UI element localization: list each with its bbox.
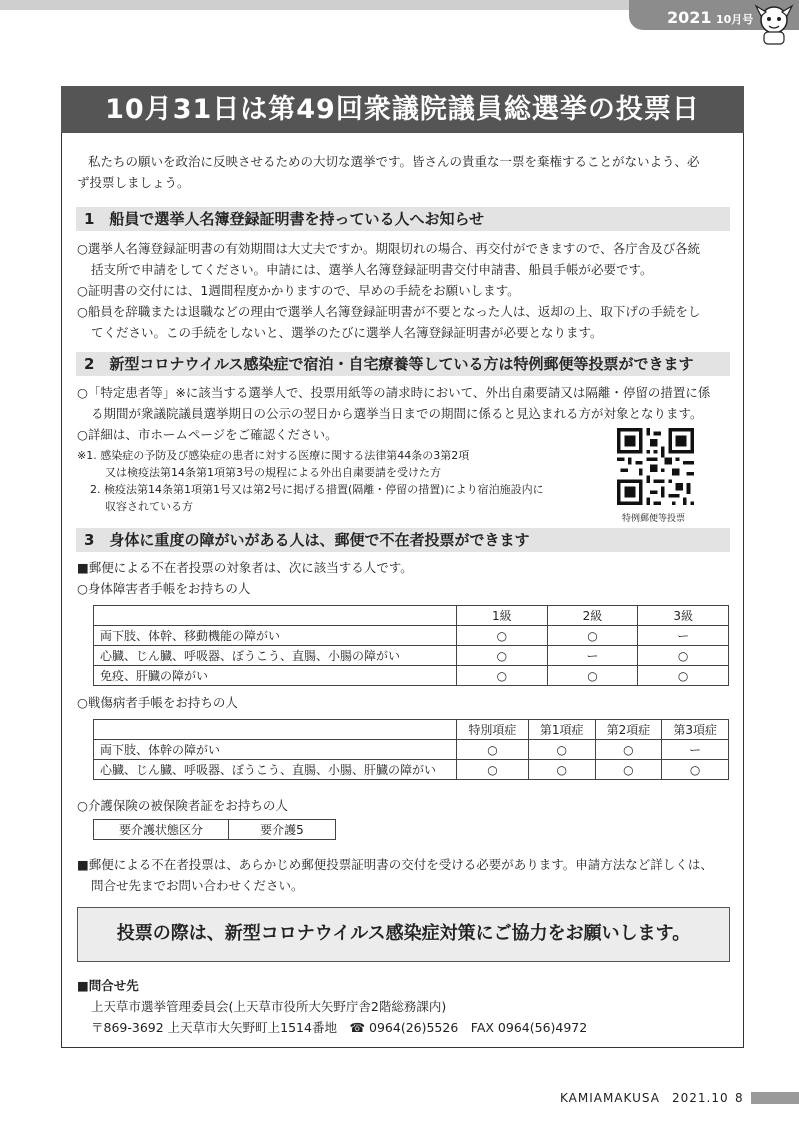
table-cell: ○ bbox=[595, 740, 662, 760]
header-cell bbox=[94, 720, 457, 740]
section1-heading: 1 船員で選挙人名簿登録証明書を持っている人へお知らせ bbox=[76, 207, 730, 231]
table-header-row bbox=[94, 606, 729, 626]
physical-label: ○身体障害者手帳をお持ちの人 bbox=[77, 581, 251, 596]
issue-year: 2021 bbox=[667, 8, 712, 27]
table-cell: ○ bbox=[457, 740, 529, 760]
table-cell: ○ bbox=[457, 666, 548, 686]
table-cell: 要介護状態区分 bbox=[94, 820, 229, 840]
table-cell: ○ bbox=[457, 760, 529, 780]
war-label: ○戦傷病者手帳をお持ちの人 bbox=[77, 695, 238, 710]
row-label: 両下肢、体幹の障がい bbox=[94, 740, 457, 760]
header-bar bbox=[0, 0, 799, 40]
table-cell: ○ bbox=[638, 666, 729, 686]
table-row bbox=[94, 626, 729, 646]
table-cell: ○ bbox=[547, 626, 638, 646]
table-cell: ○ bbox=[457, 646, 548, 666]
mascot-icon bbox=[752, 2, 796, 46]
header-cell: 第1項症 bbox=[528, 720, 595, 740]
page-number: 8 bbox=[735, 1091, 744, 1105]
header-cell: 3級 bbox=[638, 606, 729, 626]
section3-note-line: 問合せ先までお問い合わせください。 bbox=[91, 878, 304, 893]
table-cell: ○ bbox=[662, 760, 729, 780]
header-cell: 第2項症 bbox=[595, 720, 662, 740]
care-table bbox=[93, 819, 336, 840]
section1-line: てください。この手続をしないと、選挙のたびに選挙人名簿登録証明書が必要となります。 bbox=[91, 325, 603, 340]
row-label: 免疫、肝臓の障がい bbox=[94, 666, 457, 686]
footer-publication: KAMIAMAKUSA bbox=[560, 1091, 660, 1105]
header-cell: 第3項症 bbox=[662, 720, 729, 740]
table-row bbox=[94, 740, 729, 760]
table-row bbox=[94, 646, 729, 666]
table-row bbox=[94, 666, 729, 686]
header-cell: 1級 bbox=[457, 606, 548, 626]
header-cell: 2級 bbox=[547, 606, 638, 626]
table-row bbox=[94, 760, 729, 780]
row-label: 両下肢、体幹、移動機能の障がい bbox=[94, 626, 457, 646]
row-label: 心臓、じん臓、呼吸器、ぼうこう、直腸、小腸、肝臓の障がい bbox=[94, 760, 457, 780]
section2-line: る期間が衆議院議員選挙期日の公示の翌日から選挙当日までの期間に係ると見込まれる方が対象となります。 bbox=[91, 406, 703, 421]
section3-lead: ■郵便による不在者投票の対象者は、次に該当する人です。 bbox=[77, 560, 413, 575]
section2-line: ○詳細は、市ホームページをご確認ください。 bbox=[77, 427, 338, 442]
section2-note: ※1. 感染症の予防及び感染症の患者に対する医療に関する法律第44条の3第2項 bbox=[77, 449, 470, 462]
care-label: ○介護保険の被保険者証をお持ちの人 bbox=[77, 798, 288, 813]
table-cell: ○ bbox=[638, 646, 729, 666]
intro-line-1: 私たちの願いを政治に反映させるための大切な選挙です。皆さんの貴重な一票を棄権することがないよう、必 bbox=[88, 154, 700, 169]
section2-note: 収容されている方 bbox=[105, 500, 193, 513]
section1-line: 括支所で申請をしてください。申請には、選挙人名簿登録証明書交付申請書、船員手帳が必要です。 bbox=[91, 262, 653, 277]
footer-bar bbox=[751, 1092, 799, 1104]
header-cell bbox=[94, 606, 457, 626]
table-row bbox=[94, 820, 336, 840]
table-cell: 要介護5 bbox=[229, 820, 336, 840]
notice-box: 投票の際は、新型コロナウイルス感染症対策にご協力をお願いします。 bbox=[77, 907, 730, 962]
section1-line: ○船員を辞職または退職などの理由で選挙人名簿登録証明書が不要となった人は、返却の上、取下げの手続をし bbox=[77, 304, 701, 319]
table-cell: ー bbox=[638, 626, 729, 646]
section2-line: ○「特定患者等」※に該当する選挙人で、投票用紙等の請求時において、外出自粛要請又は隔離・停留の措置に係 bbox=[77, 385, 711, 400]
table-cell: ○ bbox=[528, 760, 595, 780]
table-header-row bbox=[94, 720, 729, 740]
section1-line: ○選挙人名簿登録証明書の有効期間は大丈夫ですか。期限切れの場合、再交付ができますので、各庁舎及び各統 bbox=[77, 241, 701, 256]
footer-issue: 2021.10 bbox=[672, 1091, 729, 1105]
section2-note: 又は検疫法第14条第1項第3号の規程による外出自粛要請を受けた方 bbox=[105, 466, 441, 479]
issue-month: 10月号 bbox=[716, 13, 754, 26]
section3-heading: 3 身体に重度の障がいがある人は、郵便で不在者投票ができます bbox=[76, 528, 730, 552]
war-injury-table bbox=[93, 719, 729, 780]
section2-note: 2. 検疫法第14条第1項第1号又は第2号に掲げる措置(隔離・停留の措置)により宿泊施設内に bbox=[90, 483, 544, 496]
contact-address: 〒869-3692 上天草市大矢野町上1514番地 ☎ 0964(26)5526 FAX 0964(56)4972 bbox=[91, 1020, 588, 1035]
section3-note-line: ■郵便による不在者投票は、あらかじめ郵便投票証明書の交付を受ける必要があります。申請方法など詳しくは、 bbox=[77, 857, 713, 872]
intro-line-2: ず投票しましょう。 bbox=[77, 175, 190, 190]
table-cell: ー bbox=[662, 740, 729, 760]
contact-org: 上天草市選挙管理委員会(上天草市役所大矢野庁舎2階総務課内) bbox=[91, 999, 447, 1014]
table-cell: ○ bbox=[547, 666, 638, 686]
row-label: 心臓、じん臓、呼吸器、ぼうこう、直腸、小腸の障がい bbox=[94, 646, 457, 666]
physical-disability-table bbox=[93, 605, 729, 686]
table-cell: ○ bbox=[595, 760, 662, 780]
section1-line: ○証明書の交付には、1週間程度かかりますので、早めの手続をお願いします。 bbox=[77, 283, 520, 298]
qr-code-icon[interactable] bbox=[617, 428, 694, 505]
table-cell: ー bbox=[547, 646, 638, 666]
header-cell: 特別項症 bbox=[457, 720, 529, 740]
section2-heading: 2 新型コロナウイルス感染症で宿泊・自宅療養等している方は特例郵便等投票ができます bbox=[76, 352, 730, 376]
contact-heading: ■問合せ先 bbox=[77, 978, 139, 993]
article-title: 10月31日は第49回衆議院議員総選挙の投票日 bbox=[61, 86, 744, 133]
table-cell: ○ bbox=[528, 740, 595, 760]
table-cell: ○ bbox=[457, 626, 548, 646]
qr-caption: 特例郵便等投票 bbox=[622, 514, 686, 524]
